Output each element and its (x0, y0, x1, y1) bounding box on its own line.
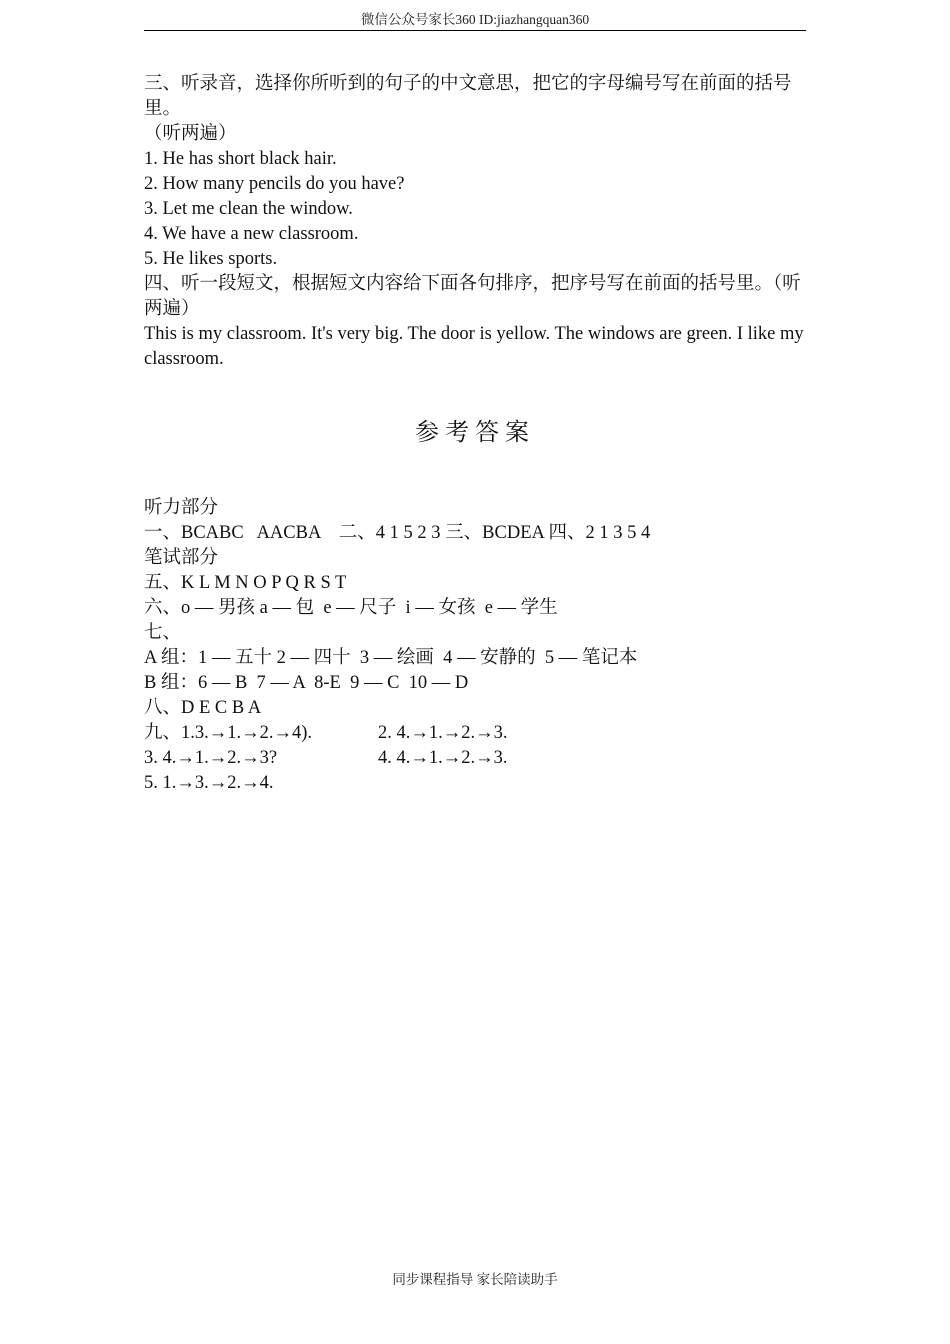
listening-heading: 听力部分 (144, 498, 219, 518)
written-heading: 笔试部分 (144, 548, 219, 568)
sentence-item: 3. Let me clean the window. (144, 199, 353, 219)
answer-q9-row (144, 746, 806, 771)
answer-q7-group-b: B 组：6 — B 7 — A 8-E 9 — C 10 — D (144, 673, 469, 693)
sentence-item: 4. We have a new classroom. (144, 224, 359, 244)
answer-q8: 八、D E C B A (144, 698, 262, 718)
answer-key-title: 参考答案 (415, 420, 535, 446)
answer-q9-item: 3. 4.→1.→2.→3? (144, 748, 278, 768)
answer-q9-item: 九、1.3.→1.→2.→4). (144, 723, 313, 743)
listening-answers: 一、BCABC AACBA 二、4 1 5 2 3 三、BCDEA 四、2 1 3 5 4 (144, 523, 651, 543)
answer-q7-group-a: A 组：1 — 五十 2 — 四十 3 — 绘画 4 — 安静的 5 — 笔记本 (144, 648, 638, 668)
answer-q9-item: 5. 1.→3.→2.→4. (144, 773, 274, 793)
sentence-item: 1. He has short black hair. (144, 149, 337, 169)
page-footer: 同步课程指导 家长陪读助手 (392, 1272, 558, 1287)
section4-title: 四、听一段短文，根据短文内容给下面各句排序，把序号写在前面的括号里。（听两遍） (144, 274, 801, 319)
answer-q5: 五、K L M N O P Q R S T (144, 573, 347, 593)
answer-q6: 六、o — 男孩 a — 包 e — 尺子 i — 女孩 e — 学生 (144, 598, 558, 618)
answer-q9-row (144, 771, 806, 796)
answer-q9-item: 4. 4.→1.→2.→3. (378, 748, 508, 768)
sentence-item: 5. He likes sports. (144, 249, 278, 269)
page-header: 微信公众号家长360 ID:jiazhangquan360 (144, 10, 806, 31)
answer-q9-row (144, 721, 806, 746)
listening-script (144, 72, 806, 372)
answer-key (144, 496, 806, 796)
section3-note: （听两遍） (144, 124, 237, 144)
section3-title: 三、听录音，选择你所听到的句子的中文意思，把它的字母编号写在前面的括号里。 (144, 74, 792, 119)
answer-q9-item: 2. 4.→1.→2.→3. (378, 723, 508, 743)
sentence-item: 2. How many pencils do you have? (144, 174, 405, 194)
answer-q7-label: 七、 (144, 623, 182, 643)
section4-passage: This is my classroom. It's very big. The door is yellow. The windows are green. I like my classroom. (144, 324, 804, 369)
